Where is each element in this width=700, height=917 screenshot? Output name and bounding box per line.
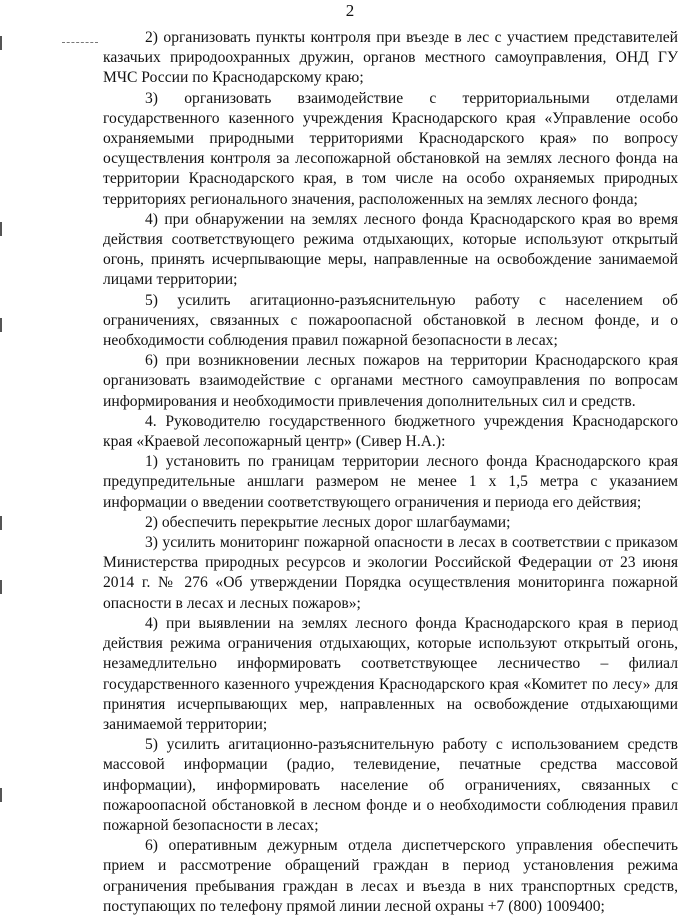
scan-dash-mark (62, 42, 98, 44)
scan-margin-mark (0, 516, 2, 530)
paragraph: 4) при обнаружении на землях лесного фонда Краснодарского края во время действия соответствующего режима отдыхающих, которые используют открытый огонь, принять исчерпывающие меры, направленные на освобождение занимаемой лицами территории; (103, 210, 678, 289)
scan-margin-mark (0, 36, 2, 50)
paragraph: 6) при возникновении лесных пожаров на территории Краснодарского края организовать взаимодействие с органами местного самоуправления по вопросам информирования и необходимости привлечения дополнительных сил и средств. (103, 352, 678, 410)
scan-margin-mark (0, 580, 2, 594)
paragraph: 3) организовать взаимодействие с территориальными отделами государственного казенного учреждения Краснодарского края «Управление особо охраняемыми природными территориями Краснодарского края» по вопросу осуществления контроля за лесопожарной обстановкой на землях лесного фонда на территории Краснодарского края, в том числе на особо охраняемых природных территориях регионального значения, расположенных на землях лесного фонда; (103, 89, 678, 208)
scan-margin-mark (0, 788, 2, 802)
paragraph: 2) обеспечить перекрытие лесных дорог шлагбаумами; (145, 513, 511, 531)
document-body (103, 28, 678, 917)
scan-margin-mark (0, 222, 2, 236)
paragraph: 2) организовать пункты контроля при въезде в лес с участием представителей казачьих природоохранных дружин, органов местного самоуправления, ОНД ГУ МЧС России по Краснодарскому краю; (103, 29, 678, 87)
paragraph: 4. Руководителю государственного бюджетного учреждения Краснодарского края «Краевой лесопожарный центр» (Сивер Н.А.): (103, 412, 678, 451)
paragraph: 1) установить по границам территории лесного фонда Краснодарского края предупредительные аншлаги размером не менее 1 х 1,5 метра с указанием информации о введении соответствующего ограничения и периода его действия; (103, 453, 678, 511)
paragraph: 3) усилить мониторинг пожарной опасности в лесах в соответствии с приказом Министерства природных ресурсов и экологии Российской Федерации от 23 июня 2014 г. № 276 «Об утверждении Порядка осуществления мониторинга пожарной опасности в лесах и лесных пожаров»; (103, 534, 678, 612)
paragraph: 5) усилить агитационно-разъяснительную работу с населением об ограничениях, связанных с пожароопасной обстановкой в лесном фонде, и о необходимости соблюдения правил пожарной безопасности в лесах; (103, 291, 678, 350)
paragraph: 4) при выявлении на землях лесного фонда Краснодарского края в период действия режима ограничения отдыхающих, которые используют открытый огонь, незамедлительно информировать соответствующее лесничество – филиал государственного казенного учреждения Краснодарского края «Комитет по лесу» для принятия исчерпывающих мер, направленных на освобождение отдыхающими занимаемой территории; (103, 614, 678, 733)
page-number: 2 (345, 1, 355, 20)
scan-margin-mark (0, 318, 2, 332)
paragraph: 6) оперативным дежурным отдела диспетчерского управления обеспечить прием и рассмотрение обращений граждан в период установления режима ограничения пребывания граждан в лесах и въезда в них транспортных средств, поступающих по телефону прямой линии лесной охраны +7 (800) 1009400; (103, 837, 678, 915)
paragraph: 5) усилить агитационно-разъяснительную работу с использованием средств массовой информации (радио, телевидение, печатные средства массовой информации), информировать население об ограничениях, связанных с пожароопасной обстановкой в лесном фонде и о необходимости соблюдения правил пожарной безопасности в лесах; (103, 736, 678, 834)
